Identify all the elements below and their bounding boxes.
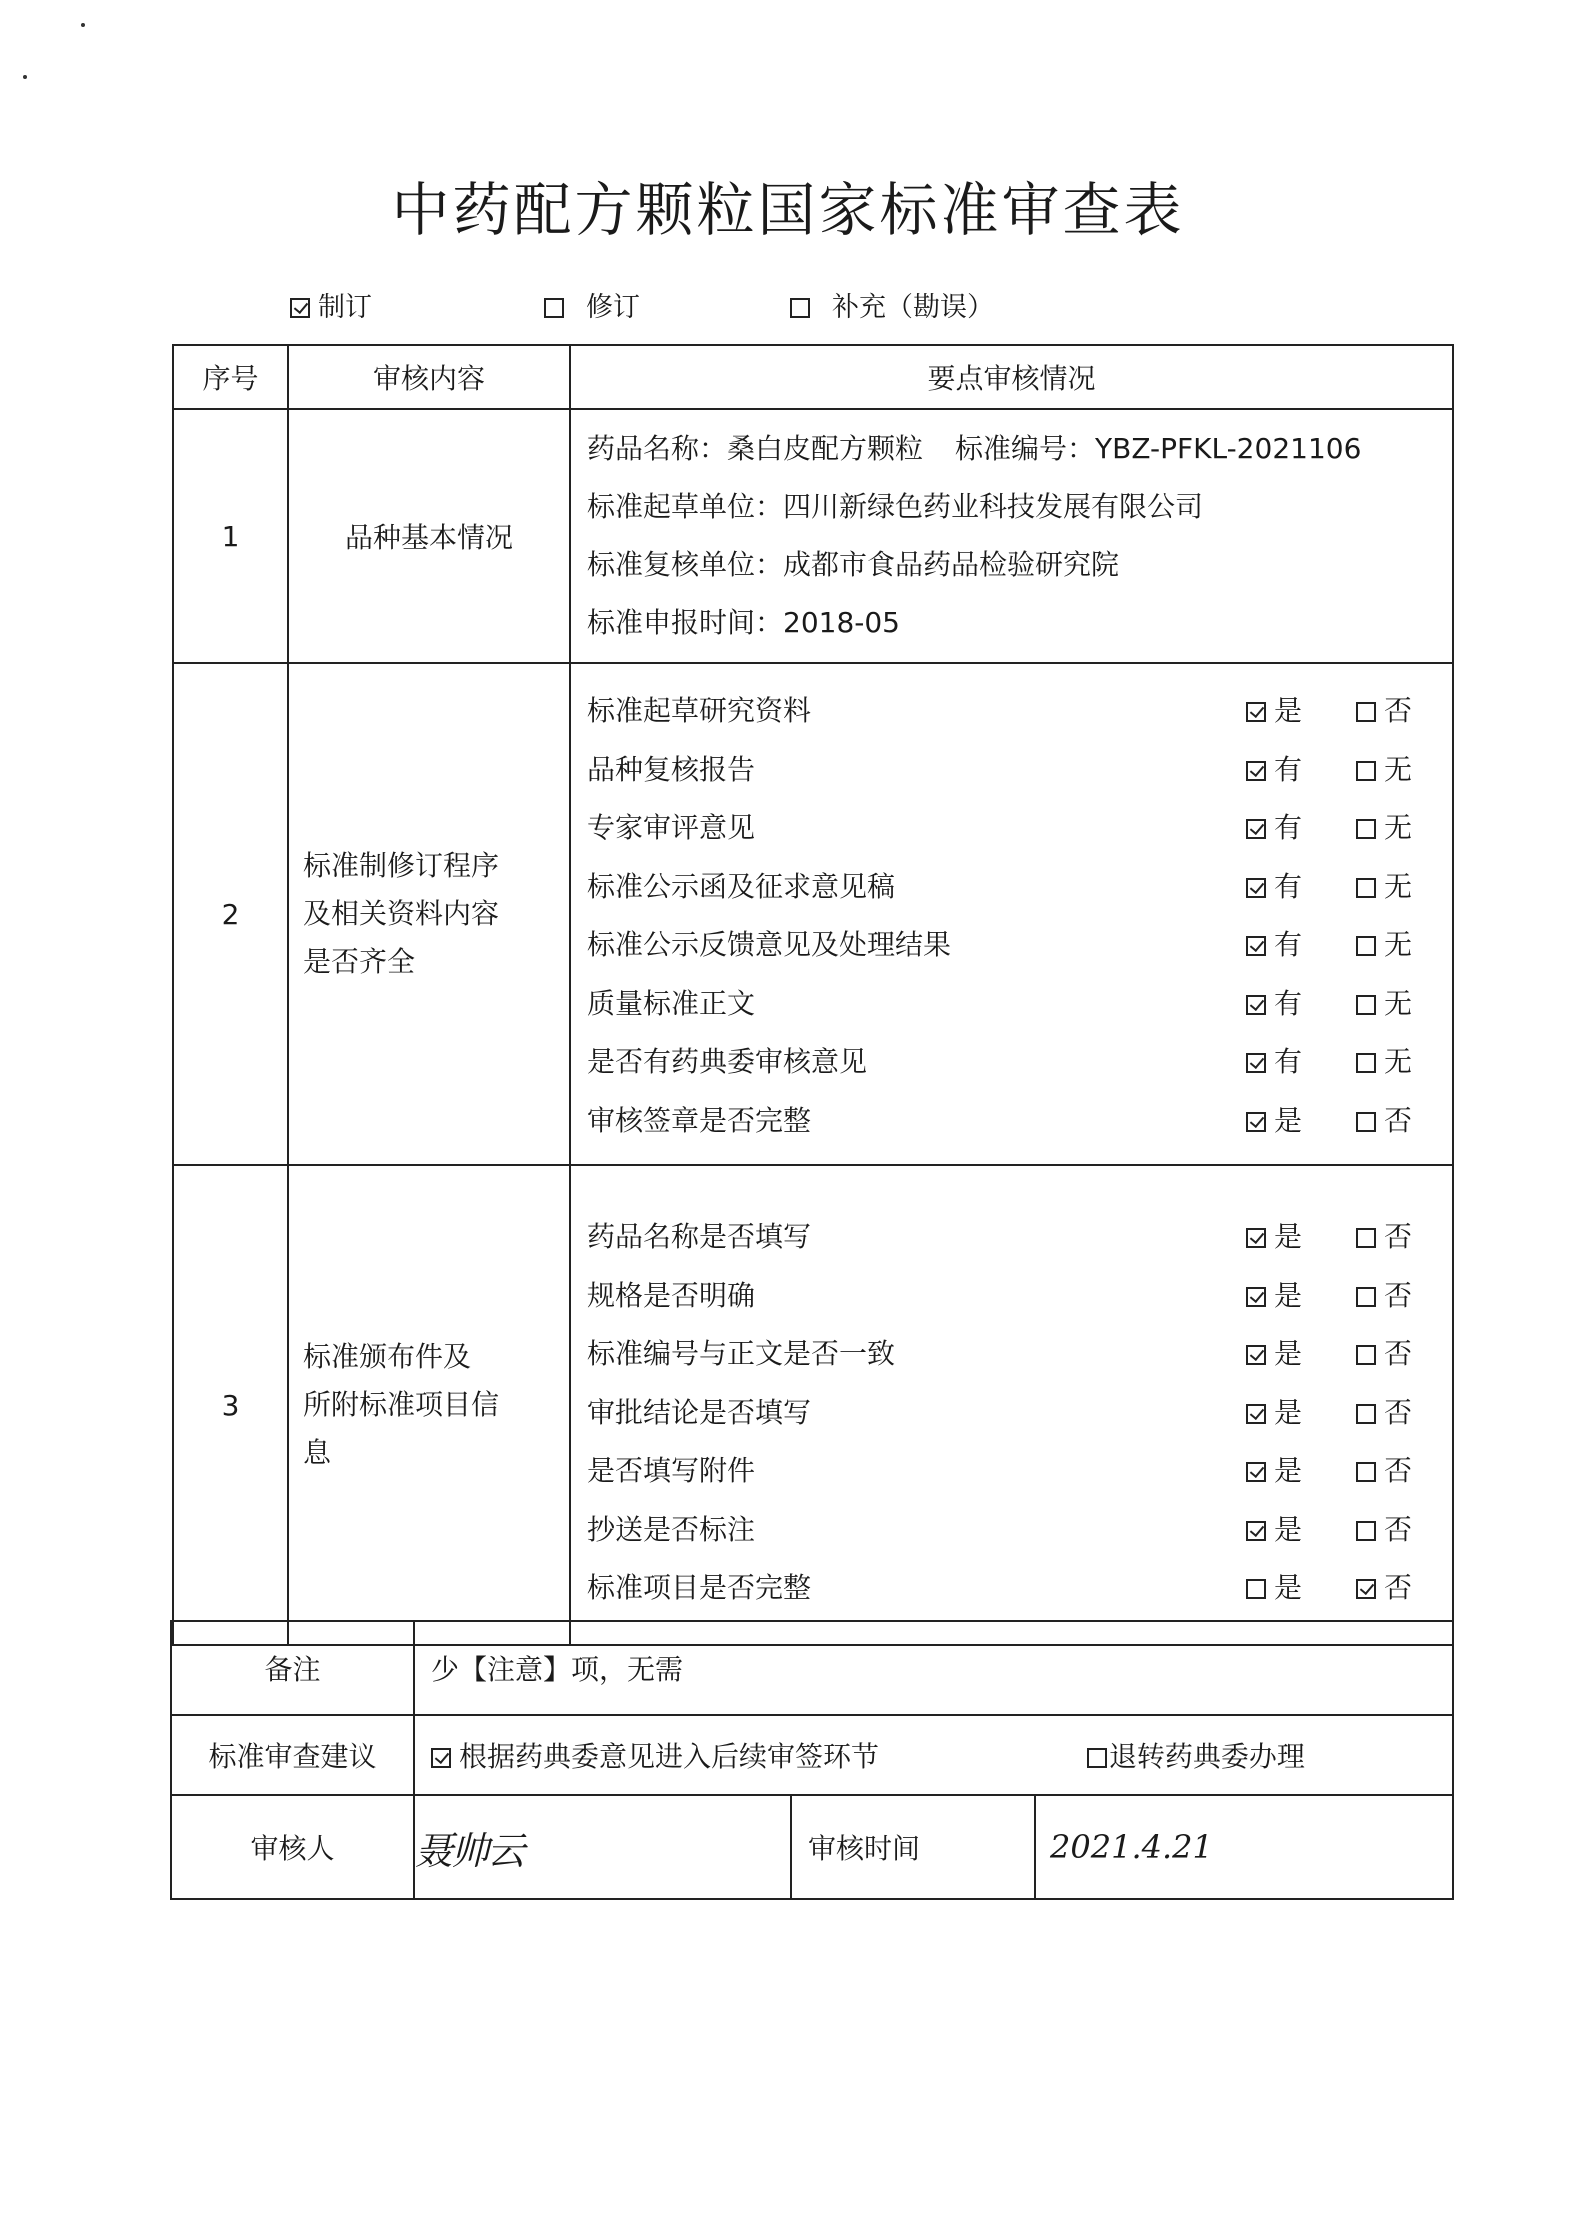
option-yes[interactable]: [1246, 982, 1356, 1022]
table-row-basic-info: [173, 409, 1453, 663]
option-yes[interactable]: [1246, 1391, 1356, 1431]
checklist-item: [587, 797, 1436, 856]
option-no-label: 否: [1384, 1103, 1413, 1137]
option-yes[interactable]: [1246, 1332, 1356, 1372]
checkbox-icon[interactable]: [544, 298, 564, 318]
content-line: 及相关资料内容: [303, 897, 500, 930]
remarks-row: [171, 1621, 1453, 1715]
option-yes-label: 是: [1274, 1103, 1303, 1137]
option-yes-label: 是: [1274, 1571, 1303, 1605]
remarks-label: 备注: [171, 1621, 414, 1715]
page-title: 中药配方颗粒国家标准审查表: [391, 176, 1185, 244]
checklist-item: [587, 680, 1436, 739]
checkbox-icon[interactable]: [1356, 1462, 1376, 1482]
option-no[interactable]: [1356, 748, 1436, 788]
checkbox-checked-icon[interactable]: [1246, 1287, 1266, 1307]
checklist-item-label: 标准公示反馈意见及处理结果: [587, 928, 952, 962]
checkbox-icon[interactable]: [1356, 819, 1376, 839]
basic-info-cell: [570, 409, 1453, 663]
type-option-supplement[interactable]: [790, 285, 994, 324]
checklist-item-label: 专家审评意见: [587, 811, 756, 845]
checklist-item-label: 抄送是否标注: [587, 1512, 756, 1546]
review-time-value: 2021.4.21: [1050, 1828, 1213, 1866]
option-yes-label: 有: [1274, 986, 1303, 1020]
option-yes[interactable]: [1246, 1508, 1356, 1548]
checklist-item-label: 标准公示函及征求意见稿: [587, 869, 896, 903]
suggestion-row: [171, 1715, 1453, 1795]
option-no-label: 否: [1384, 1337, 1413, 1371]
option-no-label: 无: [1384, 869, 1413, 903]
option-no[interactable]: [1356, 1099, 1436, 1139]
review-table: [172, 344, 1454, 1646]
row-content: [288, 1165, 570, 1645]
option-no[interactable]: [1356, 1566, 1436, 1606]
checkbox-icon[interactable]: [790, 298, 810, 318]
checklist-item: [587, 1031, 1436, 1090]
option-yes[interactable]: [1246, 689, 1356, 729]
option-no[interactable]: [1356, 923, 1436, 963]
option-yes[interactable]: [1246, 1215, 1356, 1255]
checklist-item-label: 标准项目是否完整: [587, 1571, 812, 1605]
checkbox-checked-icon[interactable]: [1246, 761, 1266, 781]
checkbox-checked-icon[interactable]: [290, 298, 310, 318]
option-yes[interactable]: [1246, 806, 1356, 846]
header-content: 审核内容: [288, 345, 570, 409]
option-no-label: 无: [1384, 928, 1413, 962]
footer-table: [170, 1620, 1454, 1900]
row-no: 1: [173, 409, 288, 663]
option-no[interactable]: [1356, 1215, 1436, 1255]
content-line: 是否齐全: [303, 945, 416, 978]
row-content: 品种基本情况: [288, 409, 570, 663]
checkbox-checked-icon[interactable]: [1246, 702, 1266, 722]
reviewer-label: 审核人: [171, 1795, 414, 1899]
checkbox-checked-icon[interactable]: [431, 1748, 451, 1768]
option-yes-label: 有: [1274, 1045, 1303, 1079]
checklist-item-label: 审批结论是否填写: [587, 1395, 812, 1429]
checkbox-checked-icon[interactable]: [1246, 1521, 1266, 1541]
option-yes[interactable]: [1246, 1449, 1356, 1489]
checkbox-icon[interactable]: [1356, 702, 1376, 722]
review-time-label: 审核时间: [791, 1795, 1035, 1899]
option-yes[interactable]: [1246, 923, 1356, 963]
suggestion-option-return: 退转药典委办理: [1108, 1740, 1305, 1773]
row-content: [288, 663, 570, 1165]
reviewer-row: [171, 1795, 1453, 1899]
option-yes[interactable]: [1246, 865, 1356, 905]
checkbox-icon[interactable]: [1356, 1053, 1376, 1073]
checklist-item: [587, 1382, 1436, 1441]
option-no-label: 无: [1384, 986, 1413, 1020]
checkbox-icon[interactable]: [1087, 1748, 1107, 1768]
option-no-label: 否: [1384, 1278, 1413, 1312]
suggestion-option-continue: 根据药典委意见进入后续审签环节: [459, 1740, 880, 1773]
type-option-revise[interactable]: [544, 285, 640, 324]
checklist-item-label: 药品名称是否填写: [587, 1220, 812, 1254]
option-no-label: 无: [1384, 752, 1413, 786]
checkbox-checked-icon[interactable]: [1246, 1404, 1266, 1424]
option-yes-label: 是: [1274, 1337, 1303, 1371]
option-no-label: 否: [1384, 1512, 1413, 1546]
checkbox-icon[interactable]: [1356, 761, 1376, 781]
checkbox-icon[interactable]: [1356, 1287, 1376, 1307]
header-status: 要点审核情况: [570, 345, 1453, 409]
checklist-item: [587, 856, 1436, 915]
checklist-item: [587, 1090, 1436, 1149]
standard-number: 标准编号：YBZ-PFKL-2021106: [955, 432, 1362, 465]
checkbox-checked-icon[interactable]: [1246, 1462, 1266, 1482]
content-line: 息: [303, 1436, 332, 1469]
checklist-item-label: 规格是否明确: [587, 1278, 756, 1312]
option-yes[interactable]: [1246, 748, 1356, 788]
option-no[interactable]: [1356, 806, 1436, 846]
option-yes-label: 是: [1274, 694, 1303, 728]
review-unit: 标准复核单位：成都市食品药品检验研究院: [587, 548, 1120, 581]
option-no[interactable]: [1356, 1040, 1436, 1080]
option-no[interactable]: [1356, 1449, 1436, 1489]
publication-checklist: [570, 1165, 1453, 1645]
option-no-label: 否: [1384, 1220, 1413, 1254]
checkbox-icon[interactable]: [1246, 1579, 1266, 1599]
suggestion-options: [414, 1715, 1453, 1795]
remarks-value: 少【注意】项，无需: [414, 1621, 1453, 1715]
suggestion-label: 标准审查建议: [171, 1715, 414, 1795]
option-no-label: 否: [1384, 1571, 1413, 1605]
checkbox-checked-icon[interactable]: [1246, 878, 1266, 898]
option-yes-label: 是: [1274, 1220, 1303, 1254]
option-yes[interactable]: [1246, 1274, 1356, 1314]
option-yes-label: 是: [1274, 1395, 1303, 1429]
checklist-item: [587, 914, 1436, 973]
scan-speck: [23, 75, 27, 79]
option-no-label: 否: [1384, 1454, 1413, 1488]
checkbox-checked-icon[interactable]: [1246, 1112, 1266, 1132]
checkbox-icon[interactable]: [1356, 995, 1376, 1015]
option-yes[interactable]: [1246, 1099, 1356, 1139]
scan-speck: [81, 23, 85, 27]
option-yes-label: 是: [1274, 1454, 1303, 1488]
checklist-item: [587, 1206, 1436, 1265]
checklist-item-label: 审核签章是否完整: [587, 1103, 812, 1137]
table-row-publication: [173, 1165, 1453, 1645]
revision-type-options: [0, 285, 1576, 325]
review-time-cell: [1035, 1795, 1453, 1899]
option-no[interactable]: [1356, 689, 1436, 729]
option-yes[interactable]: [1246, 1566, 1356, 1606]
drug-name-line: [587, 420, 1436, 478]
content-line: 标准颁布件及: [303, 1340, 472, 1373]
checklist-item-label: 标准编号与正文是否一致: [587, 1337, 896, 1371]
checkbox-icon[interactable]: [1356, 1112, 1376, 1132]
option-yes-label: 有: [1274, 928, 1303, 962]
option-yes-label: 是: [1274, 1278, 1303, 1312]
checklist-item: [587, 1323, 1436, 1382]
option-no[interactable]: [1356, 1508, 1436, 1548]
checklist-item-label: 是否有药典委审核意见: [587, 1045, 868, 1079]
checklist-item: [587, 739, 1436, 798]
checkbox-icon[interactable]: [1356, 936, 1376, 956]
row-no: 3: [173, 1165, 288, 1645]
checkbox-checked-icon[interactable]: [1356, 1579, 1376, 1599]
option-no[interactable]: [1356, 1391, 1436, 1431]
checkbox-icon[interactable]: [1356, 1521, 1376, 1541]
option-no[interactable]: [1356, 865, 1436, 905]
drug-name: 药品名称：桑白皮配方颗粒: [587, 432, 924, 465]
drafting-unit: 标准起草单位：四川新绿色药业科技发展有限公司: [587, 490, 1204, 523]
option-no[interactable]: [1356, 1274, 1436, 1314]
procedure-checklist: [570, 663, 1453, 1165]
option-no[interactable]: [1356, 1332, 1436, 1372]
checkbox-checked-icon[interactable]: [1246, 1053, 1266, 1073]
checkbox-icon[interactable]: [1356, 1345, 1376, 1365]
checkbox-checked-icon[interactable]: [1246, 936, 1266, 956]
checklist-item-label: 标准起草研究资料: [587, 694, 812, 728]
option-no-label: 无: [1384, 1045, 1413, 1079]
option-yes-label: 有: [1274, 869, 1303, 903]
checklist-item: [587, 973, 1436, 1032]
checklist-item: [587, 1499, 1436, 1558]
option-no[interactable]: [1356, 982, 1436, 1022]
reviewer-signature-cell: [414, 1795, 791, 1899]
option-no-label: 否: [1384, 1395, 1413, 1429]
checklist-item: [587, 1440, 1436, 1499]
option-no-label: 无: [1384, 811, 1413, 845]
reviewer-signature: 聂帅云: [415, 1828, 524, 1873]
checkbox-checked-icon[interactable]: [1246, 1228, 1266, 1248]
option-yes-label: 有: [1274, 811, 1303, 845]
type-option-formulate[interactable]: [290, 285, 372, 324]
option-yes[interactable]: [1246, 1040, 1356, 1080]
option-yes-label: 有: [1274, 752, 1303, 786]
checklist-item-label: 品种复核报告: [587, 752, 756, 786]
option-yes-label: 是: [1274, 1512, 1303, 1546]
checkbox-icon[interactable]: [1356, 878, 1376, 898]
checkbox-checked-icon[interactable]: [1246, 819, 1266, 839]
checkbox-icon[interactable]: [1356, 1404, 1376, 1424]
checkbox-checked-icon[interactable]: [1246, 1345, 1266, 1365]
report-time: 标准申报时间：2018-05: [587, 606, 900, 639]
table-header-row: [173, 345, 1453, 409]
row-no: 2: [173, 663, 288, 1165]
checklist-item-label: 是否填写附件: [587, 1454, 756, 1488]
type-option-label: 制订: [318, 292, 372, 323]
content-line: 所附标准项目信: [303, 1388, 500, 1421]
checkbox-checked-icon[interactable]: [1246, 995, 1266, 1015]
checkbox-icon[interactable]: [1356, 1228, 1376, 1248]
type-option-label: 补充（勘误）: [832, 292, 994, 323]
option-no-label: 否: [1384, 694, 1413, 728]
checklist-item: [587, 1265, 1436, 1324]
table-row-procedure: [173, 663, 1453, 1165]
header-no: 序号: [173, 345, 288, 409]
type-option-label: 修订: [586, 292, 640, 323]
content-line: 标准制修订程序: [303, 849, 500, 882]
checklist-item-label: 质量标准正文: [587, 986, 756, 1020]
checklist-item: [587, 1557, 1436, 1616]
